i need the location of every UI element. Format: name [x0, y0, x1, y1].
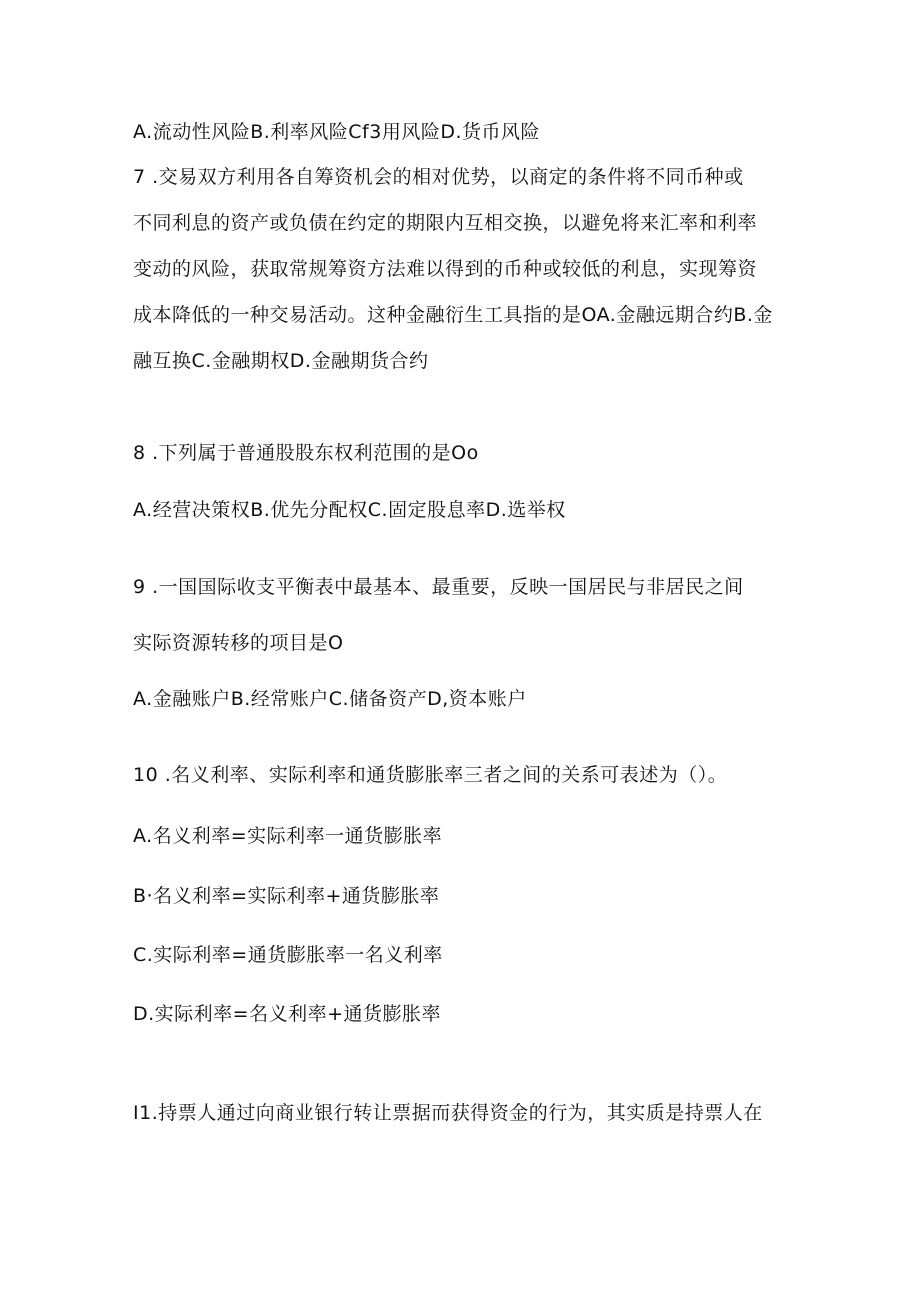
q8-options: A.经营决策权B.优先分配权C.固定股息率D.选举权: [133, 499, 566, 521]
q10-question: 10 .名义利率、实际利率和通货膨胀率三者之间的关系可表述为（）。: [133, 764, 728, 786]
q6-options: A.流动性风险B.利率风险Cf3用风险D.货币风险: [133, 121, 540, 143]
q8-question: 8 .下列属于普通股股东权利范围的是Oo: [133, 442, 479, 464]
q9-text-line-1: 9 .一国国际收支平衡表中最基本、最重要，反映一国居民与非居民之间: [133, 576, 744, 598]
q7-text-line-4: 成本降低的一种交易活动。这种金融衍生工具指的是OA.金融远期合约B.金: [133, 304, 773, 326]
q10-option-c: C.实际利率=通货膨胀率一名义利率: [133, 944, 443, 966]
q7-text-line-3: 变动的风险，获取常规筹资方法难以得到的币种或较低的利息，实现筹资: [133, 258, 758, 280]
q7-text-line-2: 不同利息的资产或负债在约定的期限内互相交换，以避免将来汇率和利率: [133, 212, 758, 234]
q10-option-a: A.名义利率=实际利率一通货膨胀率: [133, 825, 443, 847]
q7-text-line-1: 7 .交易双方利用各自筹资机会的相对优势，以商定的条件将不同币种或: [133, 166, 744, 188]
q9-text-line-2: 实际资源转移的项目是O: [133, 632, 344, 654]
q10-option-d: D.实际利率=名义利率+通货膨胀率: [133, 1003, 442, 1025]
q7-text-line-5: 融互换C.金融期权D.金融期货合约: [133, 350, 429, 372]
q10-option-b: B·名义利率=实际利率+通货膨胀率: [133, 885, 440, 907]
q11-text-line-1: I1.持票人通过向商业银行转让票据而获得资金的行为，其实质是持票人在: [133, 1102, 763, 1124]
q9-options: A.金融账户B.经常账户C.储备资产D,资本账户: [133, 688, 527, 710]
